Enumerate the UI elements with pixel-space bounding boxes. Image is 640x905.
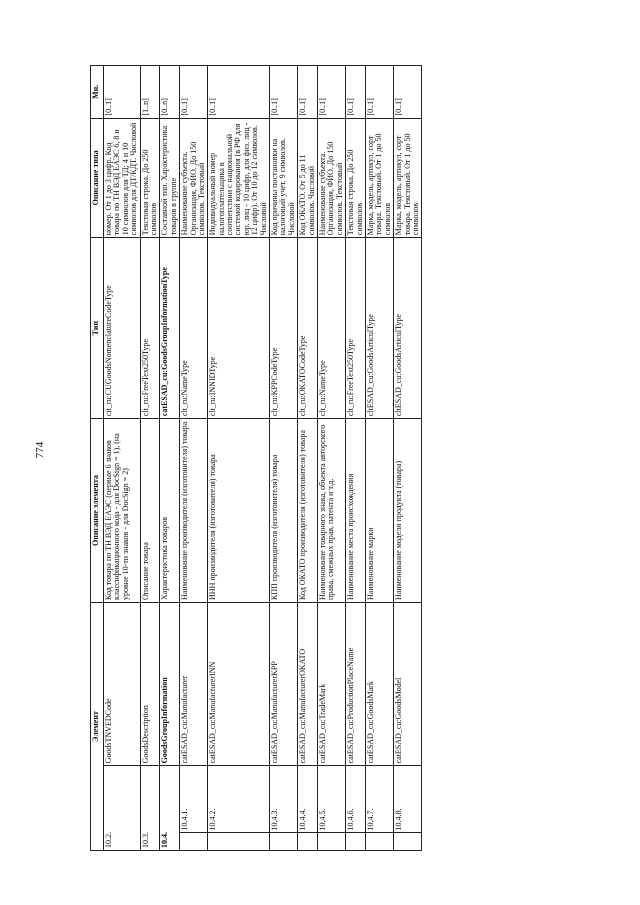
row-type-description: Текстовая строка. До 250 символов [346, 118, 366, 238]
row-description: КПП производителя (изготовителя) товара [270, 419, 298, 603]
row-element: catESAD_cu:Manufacturer [180, 602, 208, 765]
indent-spacer [298, 833, 318, 851]
row-number: 10.4.5. [317, 766, 345, 833]
row-element: catESAD_cu:ManufacturerINN [208, 602, 270, 765]
row-type: clt_ru:OKATOCodeType [298, 238, 318, 419]
row-element: catESAD_cu:GoodsModel [394, 602, 422, 765]
row-description: ИНН производителя (изготовителя) товара [208, 419, 270, 603]
row-element: catESAD_cu:ManufacturerOKATO [298, 602, 318, 765]
table-body [104, 66, 422, 851]
table-row [298, 66, 318, 851]
row-type: cltESAD_cu:GoodsArticulType [394, 238, 422, 419]
header-multiplicity: Мн. [91, 66, 104, 119]
row-number: 10.3. [140, 766, 160, 851]
row-type-description: Составной тип. Характеристика товаров в группе [160, 118, 180, 238]
row-type: catESAD_cu:GoodsGroupInformationType [160, 238, 180, 419]
rotated-table-frame [90, 65, 608, 851]
row-multiplicity: [0..1] [394, 66, 422, 119]
spec-table-container [90, 65, 608, 851]
header-type-description: Описание типа [91, 118, 104, 238]
spec-table [90, 65, 422, 851]
row-description: Код товара по ТН ВЭД ЕАЭС (первые 6 знаков классификационного кода - для DocSign = 1), (на уровне 10-ти знаков - для DocSign = 2) [104, 419, 141, 603]
row-type-description: Код причины постановки на налоговый учет. 9 символов. Числовой [270, 118, 298, 238]
row-multiplicity: [0..1] [180, 66, 208, 119]
row-multiplicity: [0..1] [208, 66, 270, 119]
row-type: cit_ru:CUGoodsNomenclatureCodeType [104, 238, 141, 419]
row-element: GoodsGroupInformation [160, 602, 180, 765]
row-element: catESAD_cu:ProductionPlaceName [346, 602, 366, 765]
table-row [317, 66, 345, 851]
indent-spacer [346, 833, 366, 851]
table-row [180, 66, 208, 851]
row-number: 10.4.4. [298, 766, 318, 833]
row-description: Наименование модели продукта (товара) [394, 419, 422, 603]
row-type: clt_ru:INNIDType [208, 238, 270, 419]
row-number: 10.4.7. [365, 766, 393, 833]
row-type-description: Индивидуальный номер налогоплательщика в соответствии с национальной системой кодирования (в РФ для юр. лиц - 10 цифр, для физ. лиц - 12 цифр). От 10 до 12 символов. Числовой [208, 118, 270, 238]
row-number: 10.4.6. [346, 766, 366, 833]
indent-spacer [394, 833, 422, 851]
row-type-description: Марка, модель, артикул, сорт товара. Текстовый. От 1 до 50 символов [365, 118, 393, 238]
row-multiplicity: [0..1] [104, 66, 141, 119]
row-number: 10.4.3. [270, 766, 298, 833]
table-row [208, 66, 270, 851]
row-multiplicity: [1..n] [140, 66, 160, 119]
row-description: Наименование марки [365, 419, 393, 603]
row-number: 10.4. [160, 766, 180, 851]
row-element: catESAD_cu:ManufacturerKPP [270, 602, 298, 765]
row-type-description: номер. От 1 до 3 цифр. Код товара по ТН ВЭД ЕАЭС 6, 8 и 10 символов для ТД; 4 и 10 символов для ДТ/КДТ. Числовой [104, 118, 141, 238]
header-element: Элемент [91, 602, 104, 850]
row-multiplicity: [0..1] [365, 66, 393, 119]
row-description: Наименование места происхождения [346, 419, 366, 603]
header-row [91, 66, 104, 851]
indent-spacer [208, 833, 270, 851]
row-description: Код ОКАТО производителя (изготовителя) товара [298, 419, 318, 603]
table-row [104, 66, 141, 851]
row-type-description: Код ОКАТО. От 5 до 11 символов. Числовой [298, 118, 318, 238]
row-type: clt_ru:FreeText250Type [346, 238, 366, 419]
table-row [394, 66, 422, 851]
row-description: Характеристика товаров [160, 419, 180, 603]
row-description: Наименование производителя (изготовителя) товара [180, 419, 208, 603]
row-multiplicity: [0..1] [270, 66, 298, 119]
table-row [365, 66, 393, 851]
indent-spacer [317, 833, 345, 851]
row-multiplicity: [0..1] [298, 66, 318, 119]
row-element: GoodsTNVEDCode [104, 602, 141, 765]
row-type-description: Текстовая строка. До 250 символов [140, 118, 160, 238]
row-type: clt_ru:KPPCodeType [270, 238, 298, 419]
indent-spacer [180, 833, 208, 851]
table-row [140, 66, 160, 851]
table-row [160, 66, 180, 851]
row-type: clt_ru:NameType [180, 238, 208, 419]
row-number: 10.4.8. [394, 766, 422, 833]
row-type-description: Наименование субъекта. Организация, ФИО. До 150 символов. Текстовый [317, 118, 345, 238]
row-type-description: Наименование субъекта. Организация, ФИО. До 150 символов. Текстовый [180, 118, 208, 238]
row-number: 10.4.1. [180, 766, 208, 833]
indent-spacer [365, 833, 393, 851]
row-multiplicity: [0..n] [160, 66, 180, 119]
row-description: Наименование товарного знака, объекта авторского права, смежных прав, патента и т.д. [317, 419, 345, 603]
row-number: 10.2. [104, 766, 141, 851]
indent-spacer [270, 833, 298, 851]
row-element: GoodsDescription [140, 602, 160, 765]
header-type: Тип [91, 238, 104, 419]
header-description: Описание элемента [91, 419, 104, 603]
row-type-description: Марка, модель, артикул, сорт товара. Текстовый. От 1 до 50 символов [394, 118, 422, 238]
table-row [346, 66, 366, 851]
row-type: clt_ru:NameType [317, 238, 345, 419]
table-row [270, 66, 298, 851]
row-element: catESAD_cu:GoodsMark [365, 602, 393, 765]
row-element: catESAD_cu:TradeMark [317, 602, 345, 765]
row-multiplicity: [0..1] [317, 66, 345, 119]
page-number: 774 [34, 441, 46, 459]
row-type: cltESAD_cu:GoodsArticulType [365, 238, 393, 419]
row-multiplicity: [0..1] [346, 66, 366, 119]
row-description: Описание товара [140, 419, 160, 603]
row-number: 10.4.2. [208, 766, 270, 833]
row-type: clt_ru:FreeText250Type [140, 238, 160, 419]
